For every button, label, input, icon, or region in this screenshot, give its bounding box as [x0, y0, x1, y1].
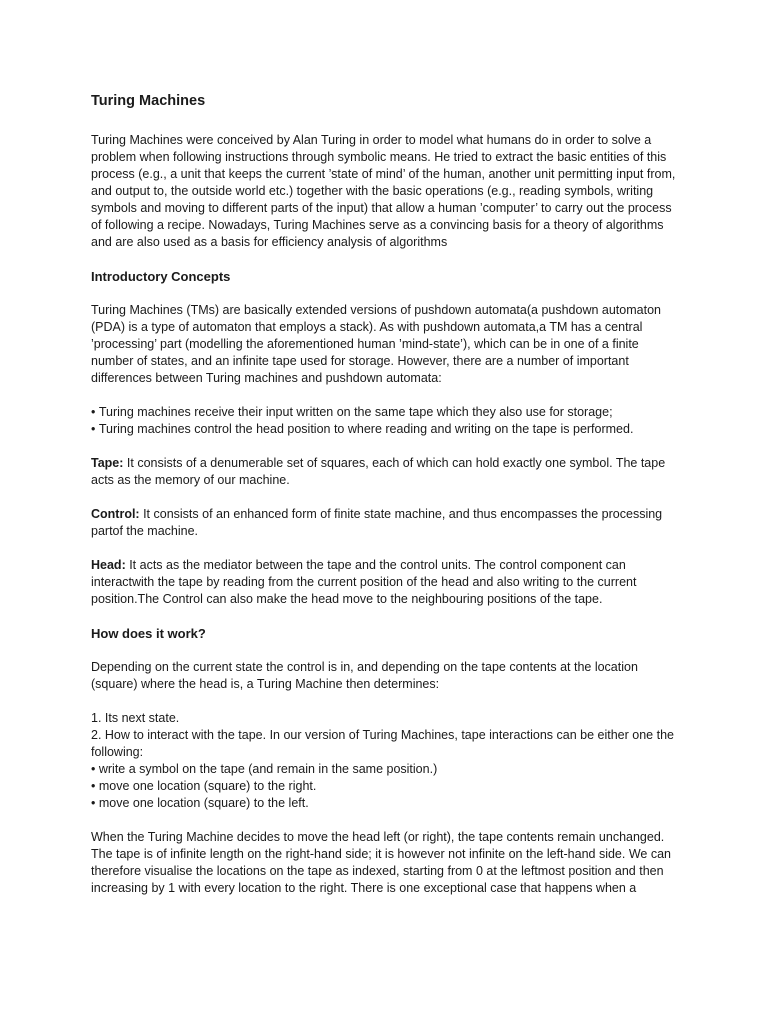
head-text: It acts as the mediator between the tape and the control units. The control component can interactwith the tape by reading from the current position of the head and also writing to the current position.The Control can also make the head move to the neighbouring positions of the tape. — [91, 558, 637, 606]
how-it-works-paragraph: Depending on the current state the control is in, and depending on the tape contents at the location (square) where the head is, a Turing Machine then determines: — [91, 660, 638, 691]
head-term: Head: — [91, 558, 126, 572]
list-item: • Turing machines receive their input written on the same tape which they also use for storage; — [91, 404, 684, 421]
head-definition — [91, 557, 684, 608]
differences-list — [91, 404, 684, 438]
section-heading-introductory-concepts: Introductory Concepts — [91, 269, 231, 284]
section-heading-how-does-it-work: How does it work? — [91, 626, 206, 641]
document-title: Turing Machines — [91, 93, 206, 109]
intro-paragraph: Turing Machines were conceived by Alan Turing in order to model what humans do in order to solve a problem when following instructions through symbolic means. He tried to extract the basic entities of this process (e.g., a unit that keeps the current ’state of mind’ of the human, another unit permitting input from, and output to, the outside world etc.) together with the basic operations (e.g., reading symbols, writing symbols and moving to different parts of the input) that allow a human ’computer’ to carry out the process of following a recipe. Nowadays, Turing Machines serve as a convincing basis for a theory of algorithms and are also used as a basis for efficiency analysis of algorithms — [91, 133, 676, 249]
closing-paragraph: When the Turing Machine decides to move the head left (or right), the tape contents remain unchanged. The tape is of infinite length on the right-hand side; it is however not infinite on the left-hand side. We can therefore visualise the locations on the tape as indexed, starting from 0 at the leftmost position and then increasing by 1 with every location to the right. There is one exceptional case that happens when a — [91, 830, 671, 895]
control-term: Control: — [91, 507, 140, 521]
introductory-paragraph: Turing Machines (TMs) are basically extended versions of pushdown automata(a pushdown automaton (PDA) is a type of automaton that employs a stack). As with pushdown automata,a TM has a central ’processing’ part (modelling the aforementioned human ’mind-state’), which can be in one of a finite number of states, and an infinite tape used for storage. However, there are a number of important differences between Turing machines and pushdown automata: — [91, 303, 661, 385]
list-item: • move one location (square) to the right. — [91, 778, 684, 795]
step-item: 1. Its next state. — [91, 711, 180, 725]
tape-term: Tape: — [91, 456, 124, 470]
list-item: • Turing machines control the head position to where reading and writing on the tape is performed. — [91, 421, 684, 438]
list-item: • move one location (square) to the left. — [91, 795, 684, 812]
step-item: 2. How to interact with the tape. In our version of Turing Machines, tape interactions can be either one the following: — [91, 728, 674, 759]
tape-definition — [91, 455, 684, 489]
tape-actions-list — [91, 761, 684, 812]
control-definition — [91, 506, 684, 540]
list-item: • write a symbol on the tape (and remain in the same position.) — [91, 761, 684, 778]
steps-block — [91, 710, 684, 812]
control-text: It consists of an enhanced form of finite state machine, and thus encompasses the processing partof the machine. — [91, 507, 663, 538]
tape-text: It consists of a denumerable set of squares, each of which can hold exactly one symbol. The tape acts as the memory of our machine. — [91, 456, 666, 487]
